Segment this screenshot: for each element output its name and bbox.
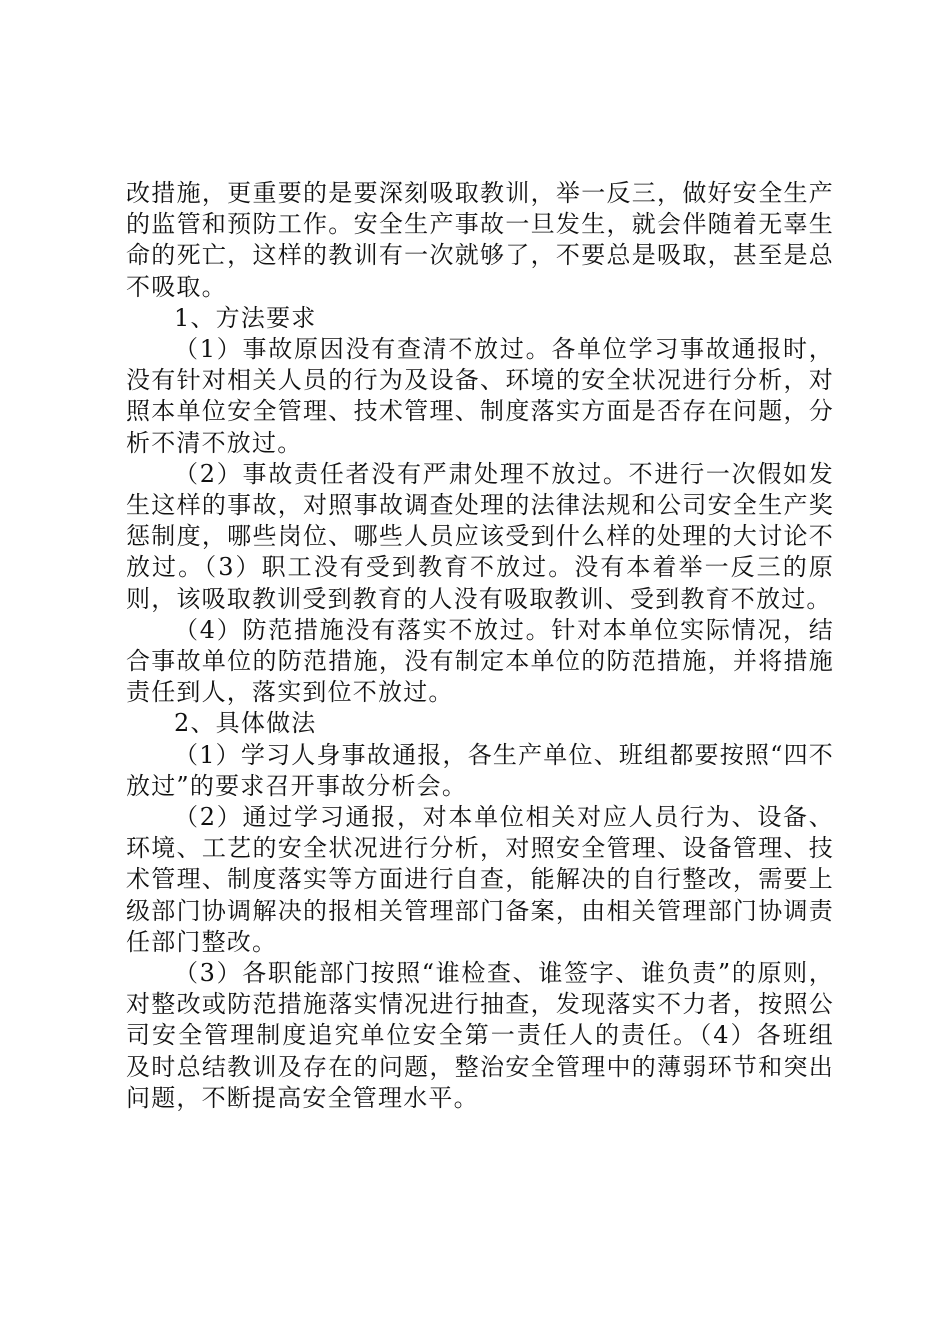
- paragraph-requirement-1: （1）事故原因没有查清不放过。各单位学习事故通报时，没有针对相关人员的行为及设备、环境的安全状况进行分析，对照本单位安全管理、技术管理、制度落实方面是否存在问题，分析不清不放过。: [126, 335, 834, 457]
- section-heading-method-requirements: 1、方法要求: [174, 303, 317, 332]
- section-heading-specific-practices: 2、具体做法: [174, 709, 317, 738]
- paragraph-practice-1: （1）学习人身事故通报，各生产单位、班组都要按照“四不放过”的要求召开事故分析会。: [126, 740, 834, 800]
- paragraph-practice-3-4: （3）各职能部门按照“谁检查、谁签字、谁负责”的原则，对整改或防范措施落实情况进行抽查，发现落实不力者，按照公司安全管理制度追究单位安全第一责任人的责任。（4）各班组及时总结教训及存在的问题，整治安全管理中的薄弱环节和突出问题，不断提高安全管理水平。: [126, 959, 834, 1112]
- paragraph-practice-2: （2）通过学习通报，对本单位相关对应人员行为、设备、环境、工艺的安全状况进行分析，对照安全管理、设备管理、技术管理、制度落实等方面进行自查，能解决的自行整改，需要上级部门协调解决的报相关管理部门备案，由相关管理部门协调责任部门整改。: [126, 803, 834, 956]
- paragraph-continuation: 改措施，更重要的是要深刻吸取教训，举一反三，做好安全生产的监管和预防工作。安全生产事故一旦发生，就会伴随着无辜生命的死亡，这样的教训有一次就够了，不要总是吸取，甚至是总不吸取。: [126, 179, 834, 301]
- paragraph-requirement-4: （4）防范措施没有落实不放过。针对本单位实际情况，结合事故单位的防范措施，没有制定本单位的防范措施，并将措施责任到人，落实到位不放过。: [126, 615, 834, 707]
- document-page: [126, 178, 834, 1114]
- paragraph-requirement-2-3: （2）事故责任者没有严肃处理不放过。不进行一次假如发生这样的事故，对照事故调查处理的法律法规和公司安全生产奖惩制度，哪些岗位、哪些人员应该受到什么样的处理的大讨论不放过。（3）职工没有受到教育不放过。没有本着举一反三的原则，该吸取教训受到教育的人没有吸取教训、受到教育不放过。: [126, 459, 834, 613]
